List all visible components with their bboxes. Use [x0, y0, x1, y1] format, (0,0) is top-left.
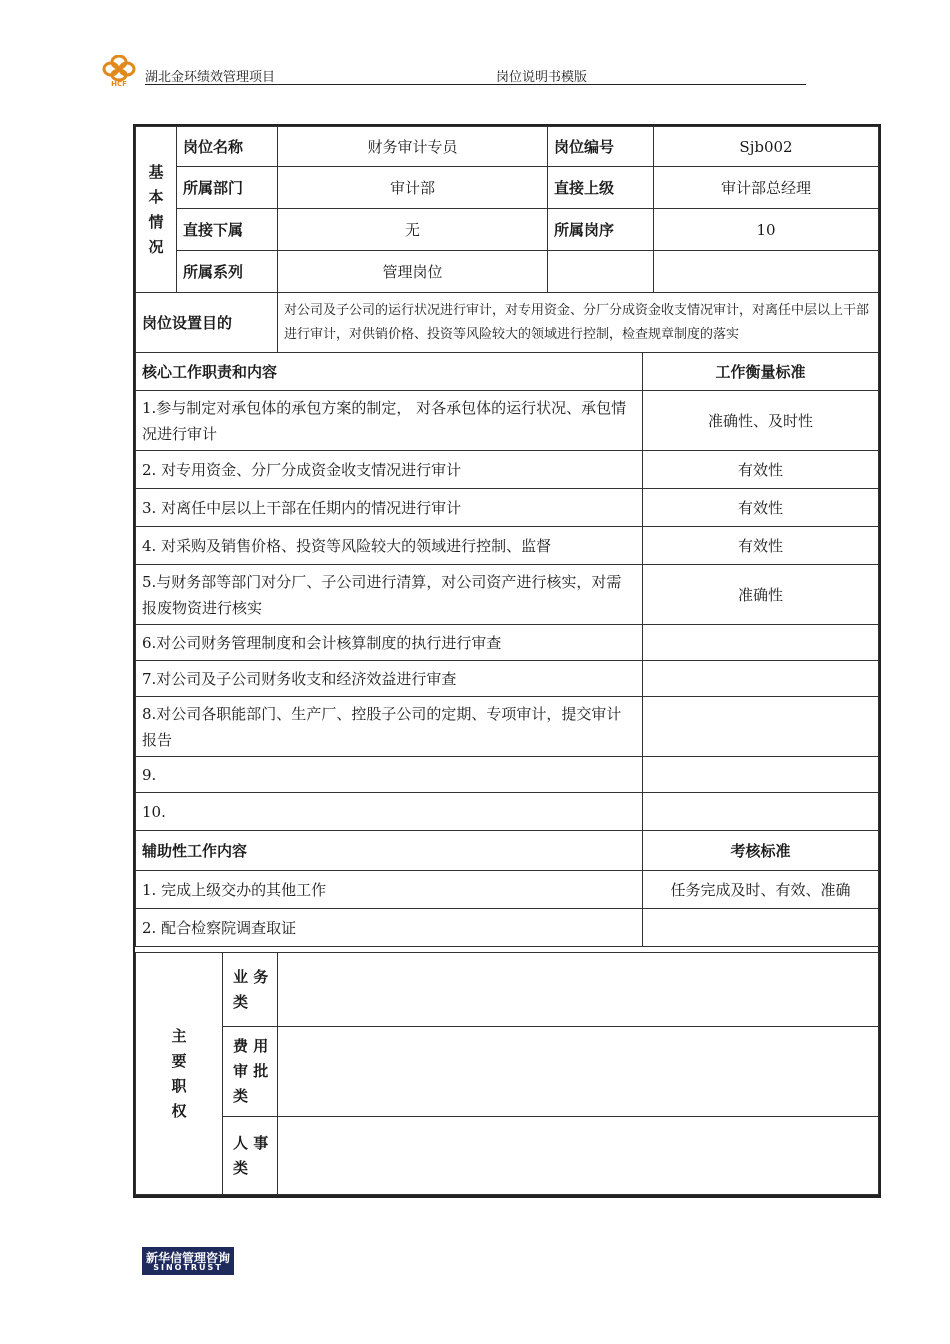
- logo-text: HCF: [111, 80, 127, 87]
- authority-row: [136, 1027, 879, 1117]
- field-label: 岗位名称: [177, 127, 278, 167]
- duty-standard: 有效性: [643, 489, 879, 527]
- authority-category-label: 业 务 类: [223, 953, 278, 1027]
- aux-duties-list: [136, 871, 879, 947]
- basic-row: [136, 209, 879, 251]
- duty-standard: [643, 661, 879, 697]
- core-duty-row: [136, 391, 879, 451]
- brand-cn: 新华信管理咨询: [145, 1251, 230, 1265]
- core-standard-header: 工作衡量标准: [643, 353, 879, 391]
- aux-header-row: [136, 831, 879, 871]
- aux-text: 1. 完成上级交办的其他工作: [136, 871, 643, 909]
- authority-category-value: [278, 1117, 879, 1195]
- core-duty-row: [136, 661, 879, 697]
- duty-text: 9.: [136, 757, 643, 793]
- core-duty-row: [136, 625, 879, 661]
- core-duty-row: [136, 489, 879, 527]
- core-duty-row: [136, 451, 879, 489]
- duty-text: 7.对公司及子公司财务收支和经济效益进行审查: [136, 661, 643, 697]
- field-value: [654, 251, 879, 293]
- aux-duties-header: 辅助性工作内容: [136, 831, 643, 871]
- field-label: 直接上级: [548, 167, 654, 209]
- field-value: 财务审计专员: [278, 127, 548, 167]
- project-title: 湖北金环绩效管理项目: [145, 70, 276, 85]
- brand-en: SINOTRUST: [153, 1263, 223, 1272]
- field-label: 所属岗序: [548, 209, 654, 251]
- authority-category-value: [278, 1027, 879, 1117]
- header-divider: [145, 84, 806, 85]
- duty-text: 10.: [136, 793, 643, 831]
- purpose-label: 岗位设置目的: [136, 293, 278, 353]
- duty-text: 6.对公司财务管理制度和会计核算制度的执行进行审查: [136, 625, 643, 661]
- field-value: 审计部总经理: [654, 167, 879, 209]
- field-label: 岗位编号: [548, 127, 654, 167]
- duty-text: 3. 对离任中层以上干部在任期内的情况进行审计: [136, 489, 643, 527]
- basic-row: [136, 251, 879, 293]
- field-value: 管理岗位: [278, 251, 548, 293]
- duty-standard: [643, 757, 879, 793]
- duty-standard: 有效性: [643, 527, 879, 565]
- basic-row: [136, 127, 879, 167]
- aux-duty-row: [136, 871, 879, 909]
- purpose-text: 对公司及子公司的运行状况进行审计，对专用资金、分厂分成资金收支情况审计，对离任中层以上干部进行审计，对供销价格、投资等风险较大的领域进行控制，检查规章制度的落实: [278, 293, 879, 353]
- duty-text: 5.与财务部等部门对分厂、子公司进行清算，对公司资产进行核实，对需报废物资进行核实: [136, 565, 643, 625]
- field-label: 直接下属: [177, 209, 278, 251]
- authority-category-value: [278, 953, 879, 1027]
- core-duties-list: [136, 391, 879, 831]
- field-label: [548, 251, 654, 293]
- authority-row: [136, 1117, 879, 1195]
- authority-section-label: 主 要 职 权: [136, 953, 223, 1195]
- purpose-row: [136, 293, 879, 353]
- page-header: [100, 55, 806, 87]
- duty-standard: [643, 625, 879, 661]
- field-label: 所属部门: [177, 167, 278, 209]
- field-value: 10: [654, 209, 879, 251]
- field-label: 所属系列: [177, 251, 278, 293]
- authority-table: [135, 952, 879, 1195]
- duty-text: 8.对公司各职能部门、生产厂、控股子公司的定期、专项审计，提交审计报告: [136, 697, 643, 757]
- duty-standard: 准确性: [643, 565, 879, 625]
- duty-text: 4. 对采购及销售价格、投资等风险较大的领域进行控制、监督: [136, 527, 643, 565]
- document-title: 岗位说明书模版: [496, 70, 588, 85]
- authority-category-label: 人 事 类: [223, 1117, 278, 1195]
- core-duty-row: [136, 757, 879, 793]
- job-description-table: [135, 126, 879, 947]
- aux-standard-header: 考核标准: [643, 831, 879, 871]
- authority-category-label: 费 用 审 批 类: [223, 1027, 278, 1117]
- aux-standard: [643, 909, 879, 947]
- duty-standard: [643, 697, 879, 757]
- core-header-row: [136, 353, 879, 391]
- field-value: 无: [278, 209, 548, 251]
- core-duties-header: 核心工作职责和内容: [136, 353, 643, 391]
- core-duty-row: [136, 527, 879, 565]
- field-value: 审计部: [278, 167, 548, 209]
- aux-standard: 任务完成及时、有效、准确: [643, 871, 879, 909]
- basic-row: [136, 167, 879, 209]
- authority-row: [136, 953, 879, 1027]
- basic-section-label: 基 本 情 况: [136, 127, 177, 293]
- hcf-logo-icon: [100, 55, 138, 87]
- duty-standard: [643, 793, 879, 831]
- core-duty-row: [136, 793, 879, 831]
- core-duty-row: [136, 697, 879, 757]
- aux-text: 2. 配合检察院调查取证: [136, 909, 643, 947]
- duty-text: 1.参与制定对承包体的承包方案的制定， 对各承包体的运行状况、承包情况进行审计: [136, 391, 643, 451]
- core-duty-row: [136, 565, 879, 625]
- field-value: Sjb002: [654, 127, 879, 167]
- duty-standard: 准确性、及时性: [643, 391, 879, 451]
- duty-standard: 有效性: [643, 451, 879, 489]
- aux-duty-row: [136, 909, 879, 947]
- sinotrust-logo: [142, 1247, 234, 1275]
- duty-text: 2. 对专用资金、分厂分成资金收支情况进行审计: [136, 451, 643, 489]
